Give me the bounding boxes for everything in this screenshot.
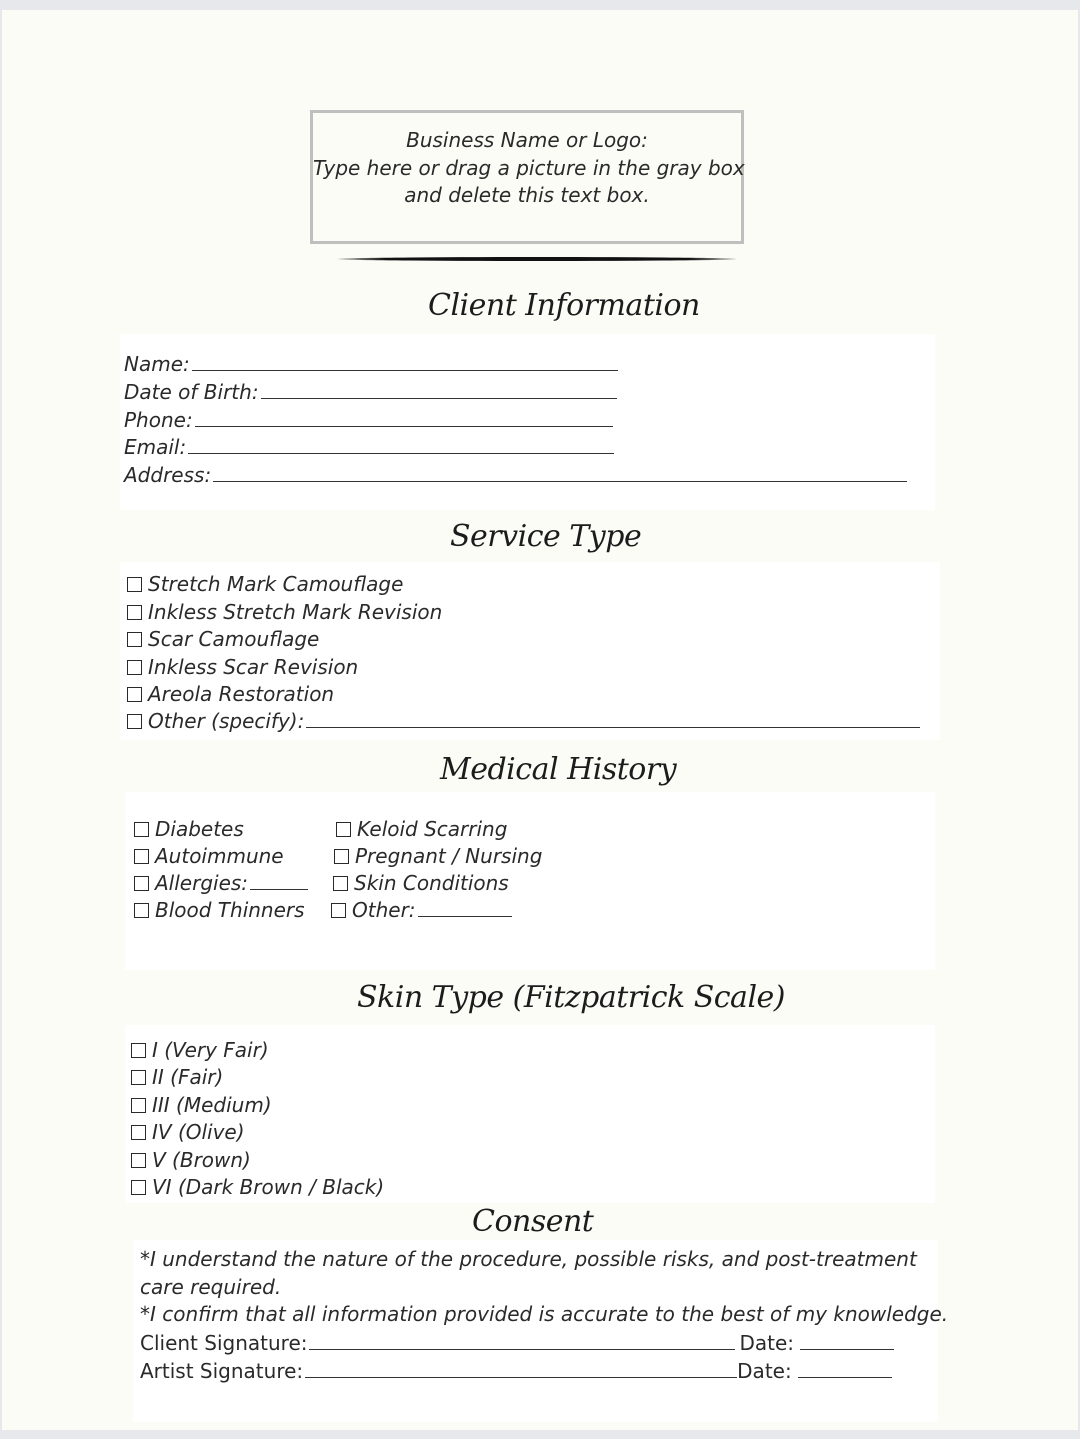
address-field[interactable] bbox=[124, 463, 907, 487]
allergies-input-line[interactable] bbox=[250, 872, 308, 890]
service-type-heading: Service Type bbox=[450, 519, 642, 554]
service-option-areola-restoration[interactable] bbox=[127, 682, 334, 706]
client-date-label: Date: bbox=[739, 1331, 795, 1355]
skin-type-option-iv[interactable] bbox=[131, 1120, 245, 1144]
medical-history-heading: Medical History bbox=[440, 752, 677, 787]
medical-option-allergies[interactable] bbox=[134, 871, 308, 895]
skin-type-label: III (Medium) bbox=[152, 1093, 272, 1117]
consent-statement-1-line-1: *I understand the nature of the procedure, possible risks, and post-treatment bbox=[140, 1247, 917, 1271]
medical-option-label: Blood Thinners bbox=[155, 898, 305, 922]
medical-option-label: Skin Conditions bbox=[354, 871, 509, 895]
checkbox[interactable] bbox=[134, 876, 149, 891]
phone-label: Phone: bbox=[124, 408, 193, 432]
checkbox[interactable] bbox=[134, 822, 149, 837]
dob-input-line[interactable] bbox=[261, 381, 617, 399]
service-option-label: Inkless Scar Revision bbox=[148, 655, 359, 679]
checkbox[interactable] bbox=[334, 849, 349, 864]
checkbox[interactable] bbox=[331, 903, 346, 918]
medical-option-label: Keloid Scarring bbox=[357, 817, 508, 841]
service-option-label: Other (specify): bbox=[148, 709, 305, 733]
logo-box-line-1: Business Name or Logo: bbox=[406, 128, 648, 152]
service-option-inkless-scar[interactable] bbox=[127, 655, 358, 679]
checkbox[interactable] bbox=[127, 687, 142, 702]
artist-signature-input-line[interactable] bbox=[305, 1360, 737, 1378]
skin-type-option-ii[interactable] bbox=[131, 1065, 223, 1089]
checkbox[interactable] bbox=[333, 876, 348, 891]
name-input-line[interactable] bbox=[192, 353, 618, 371]
skin-type-option-v[interactable] bbox=[131, 1148, 251, 1172]
medical-option-blood-thinners[interactable] bbox=[134, 898, 305, 922]
medical-option-label: Allergies: bbox=[155, 871, 249, 895]
medical-option-label: Other: bbox=[352, 898, 416, 922]
service-option-stretch-camouflage[interactable] bbox=[127, 572, 403, 596]
medical-option-autoimmune[interactable] bbox=[134, 844, 284, 868]
skin-type-option-iii[interactable] bbox=[131, 1093, 272, 1117]
address-label: Address: bbox=[124, 463, 212, 487]
dob-label: Date of Birth: bbox=[124, 380, 259, 404]
checkbox[interactable] bbox=[131, 1070, 146, 1085]
skin-type-option-vi[interactable] bbox=[131, 1175, 384, 1199]
checkbox[interactable] bbox=[127, 714, 142, 729]
medical-option-diabetes[interactable] bbox=[134, 817, 244, 841]
artist-signature-label: Artist Signature: bbox=[140, 1359, 304, 1383]
service-option-inkless-stretch[interactable] bbox=[127, 600, 442, 624]
consent-heading: Consent bbox=[472, 1204, 594, 1239]
artist-date-label: Date: bbox=[737, 1359, 792, 1383]
checkbox[interactable] bbox=[127, 660, 142, 675]
email-input-line[interactable] bbox=[188, 436, 614, 454]
business-logo-placeholder[interactable] bbox=[310, 110, 744, 244]
consent-statement-1-line-2: care required. bbox=[140, 1274, 282, 1299]
name-field[interactable] bbox=[124, 352, 618, 376]
skin-type-label: IV (Olive) bbox=[152, 1120, 245, 1144]
skin-type-label: II (Fair) bbox=[152, 1065, 224, 1089]
client-signature-label: Client Signature: bbox=[140, 1331, 308, 1355]
checkbox[interactable] bbox=[127, 605, 142, 620]
skin-type-label: I (Very Fair) bbox=[152, 1038, 269, 1062]
checkbox[interactable] bbox=[336, 822, 351, 837]
skin-type-heading: Skin Type (Fitzpatrick Scale) bbox=[357, 980, 785, 1015]
checkbox[interactable] bbox=[131, 1043, 146, 1058]
medical-option-label: Autoimmune bbox=[155, 844, 284, 868]
service-option-label: Stretch Mark Camouflage bbox=[148, 572, 404, 596]
service-other-input-line[interactable] bbox=[306, 710, 920, 728]
service-option-scar-camouflage[interactable] bbox=[127, 627, 319, 651]
service-option-label: Areola Restoration bbox=[148, 682, 335, 706]
skin-type-label: V (Brown) bbox=[152, 1148, 251, 1172]
logo-box-line-3: and delete this text box. bbox=[404, 183, 650, 207]
client-date-input-line[interactable] bbox=[800, 1332, 894, 1350]
skin-type-option-i[interactable] bbox=[131, 1038, 269, 1062]
medical-option-other[interactable] bbox=[331, 898, 512, 922]
phone-input-line[interactable] bbox=[195, 409, 613, 427]
service-option-label: Scar Camouflage bbox=[148, 627, 320, 651]
checkbox[interactable] bbox=[127, 577, 142, 592]
medical-option-pregnant-nursing[interactable] bbox=[334, 844, 542, 868]
checkbox[interactable] bbox=[127, 632, 142, 647]
logo-box-line-2: Type here or drag a picture in the gray box bbox=[313, 155, 745, 180]
name-label: Name: bbox=[124, 352, 190, 376]
decorative-divider bbox=[338, 257, 736, 261]
medical-other-input-line[interactable] bbox=[418, 899, 512, 917]
email-label: Email: bbox=[124, 435, 187, 459]
checkbox[interactable] bbox=[131, 1125, 146, 1140]
service-option-other[interactable] bbox=[127, 709, 920, 733]
consent-statement-1 bbox=[140, 1246, 948, 1329]
skin-type-label: VI (Dark Brown / Black) bbox=[152, 1175, 385, 1199]
artist-signature-row[interactable] bbox=[140, 1359, 892, 1383]
checkbox[interactable] bbox=[131, 1180, 146, 1195]
address-input-line[interactable] bbox=[213, 464, 907, 482]
checkbox[interactable] bbox=[134, 849, 149, 864]
medical-option-keloid-scarring[interactable] bbox=[336, 817, 507, 841]
phone-field[interactable] bbox=[124, 408, 613, 432]
client-signature-row[interactable] bbox=[140, 1331, 894, 1355]
medical-option-label: Diabetes bbox=[155, 817, 244, 841]
client-information-heading: Client Information bbox=[428, 288, 700, 323]
service-option-label: Inkless Stretch Mark Revision bbox=[148, 600, 443, 624]
client-signature-input-line[interactable] bbox=[309, 1332, 735, 1350]
checkbox[interactable] bbox=[131, 1153, 146, 1168]
email-field[interactable] bbox=[124, 435, 614, 459]
consent-statement-2: *I confirm that all information provided is accurate to the best of my knowledge. bbox=[140, 1302, 949, 1326]
checkbox[interactable] bbox=[131, 1098, 146, 1113]
dob-field[interactable] bbox=[124, 380, 617, 404]
checkbox[interactable] bbox=[134, 903, 149, 918]
artist-date-input-line[interactable] bbox=[798, 1360, 892, 1378]
medical-option-label: Pregnant / Nursing bbox=[355, 844, 543, 868]
medical-option-skin-conditions[interactable] bbox=[333, 871, 509, 895]
